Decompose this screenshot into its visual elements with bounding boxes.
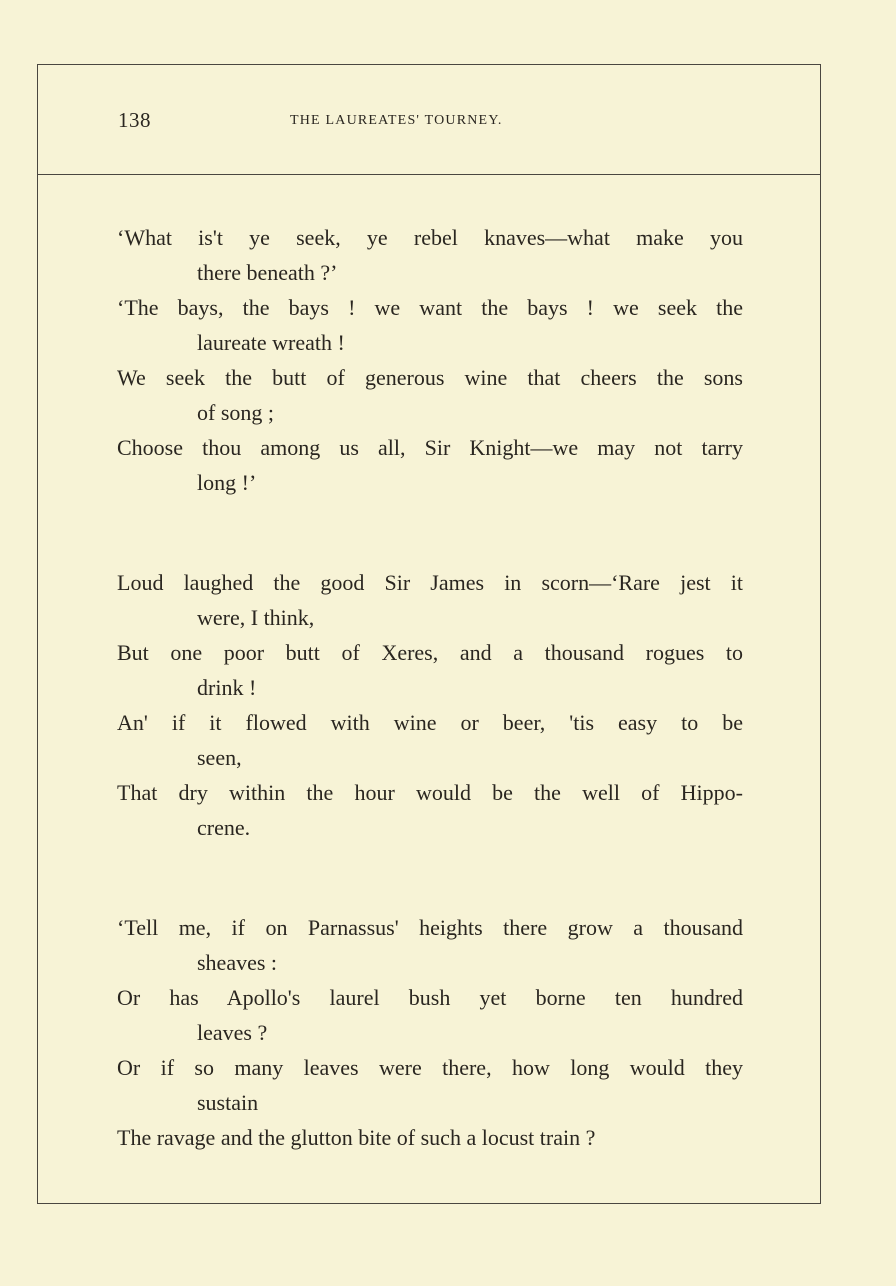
verse-line-text: ‘What is't ye seek, ye rebel knaves—what make you bbox=[117, 225, 743, 250]
verse-line bbox=[117, 360, 743, 430]
verse-line bbox=[117, 705, 743, 775]
verse-line-continuation: leaves ? bbox=[197, 1020, 268, 1045]
verse-line-text: Or has Apollo's laurel bush yet borne ten hundred bbox=[117, 985, 743, 1010]
verse-line-continuation: there beneath ?’ bbox=[197, 260, 338, 285]
verse-line-text: Choose thou among us all, Sir Knight—we may not tarry bbox=[117, 435, 743, 460]
verse-line-continuation: long !’ bbox=[197, 470, 257, 495]
verse-line-continuation: crene. bbox=[197, 815, 251, 840]
verse-line-text: The ravage and the glutton bite of such a locust train ? bbox=[117, 1125, 596, 1150]
verse-line-text: We seek the butt of generous wine that cheers the sons bbox=[117, 365, 743, 390]
verse-line bbox=[117, 220, 743, 290]
stanza bbox=[117, 220, 743, 500]
verse-line-continuation: of song ; bbox=[197, 400, 274, 425]
verse-line bbox=[117, 430, 743, 500]
verse-line-text: That dry within the hour would be the well of Hippo- bbox=[117, 780, 743, 805]
verse-line-continuation: sheaves : bbox=[197, 950, 278, 975]
poem-body bbox=[117, 220, 743, 1155]
stanza bbox=[117, 565, 743, 845]
verse-line bbox=[117, 980, 743, 1050]
verse-line bbox=[117, 1120, 743, 1155]
verse-line bbox=[117, 775, 743, 845]
verse-line bbox=[117, 910, 743, 980]
header-rule bbox=[37, 174, 821, 175]
verse-line bbox=[117, 1050, 743, 1120]
verse-line-continuation: sustain bbox=[197, 1090, 259, 1115]
verse-line-text: ‘The bays, the bays ! we want the bays ! we seek the bbox=[117, 295, 743, 320]
verse-line bbox=[117, 635, 743, 705]
verse-line-text: Or if so many leaves were there, how long would they bbox=[117, 1055, 743, 1080]
stanza bbox=[117, 910, 743, 1155]
verse-line-continuation: laureate wreath ! bbox=[197, 330, 345, 355]
verse-line-continuation: seen, bbox=[197, 745, 242, 770]
verse-line-text: But one poor butt of Xeres, and a thousand rogues to bbox=[117, 640, 743, 665]
verse-line bbox=[117, 290, 743, 360]
verse-line-text: Loud laughed the good Sir James in scorn—‘Rare jest it bbox=[117, 570, 743, 595]
verse-line bbox=[117, 565, 743, 635]
verse-line-text: ‘Tell me, if on Parnassus' heights there grow a thousand bbox=[117, 915, 743, 940]
running-title: THE LAUREATES' TOURNEY. bbox=[290, 113, 503, 128]
page-number: 138 bbox=[118, 108, 151, 132]
verse-line-continuation: were, I think, bbox=[197, 605, 315, 630]
verse-line-continuation: drink ! bbox=[197, 675, 257, 700]
verse-line-text: An' if it flowed with wine or beer, 'tis easy to be bbox=[117, 710, 743, 735]
